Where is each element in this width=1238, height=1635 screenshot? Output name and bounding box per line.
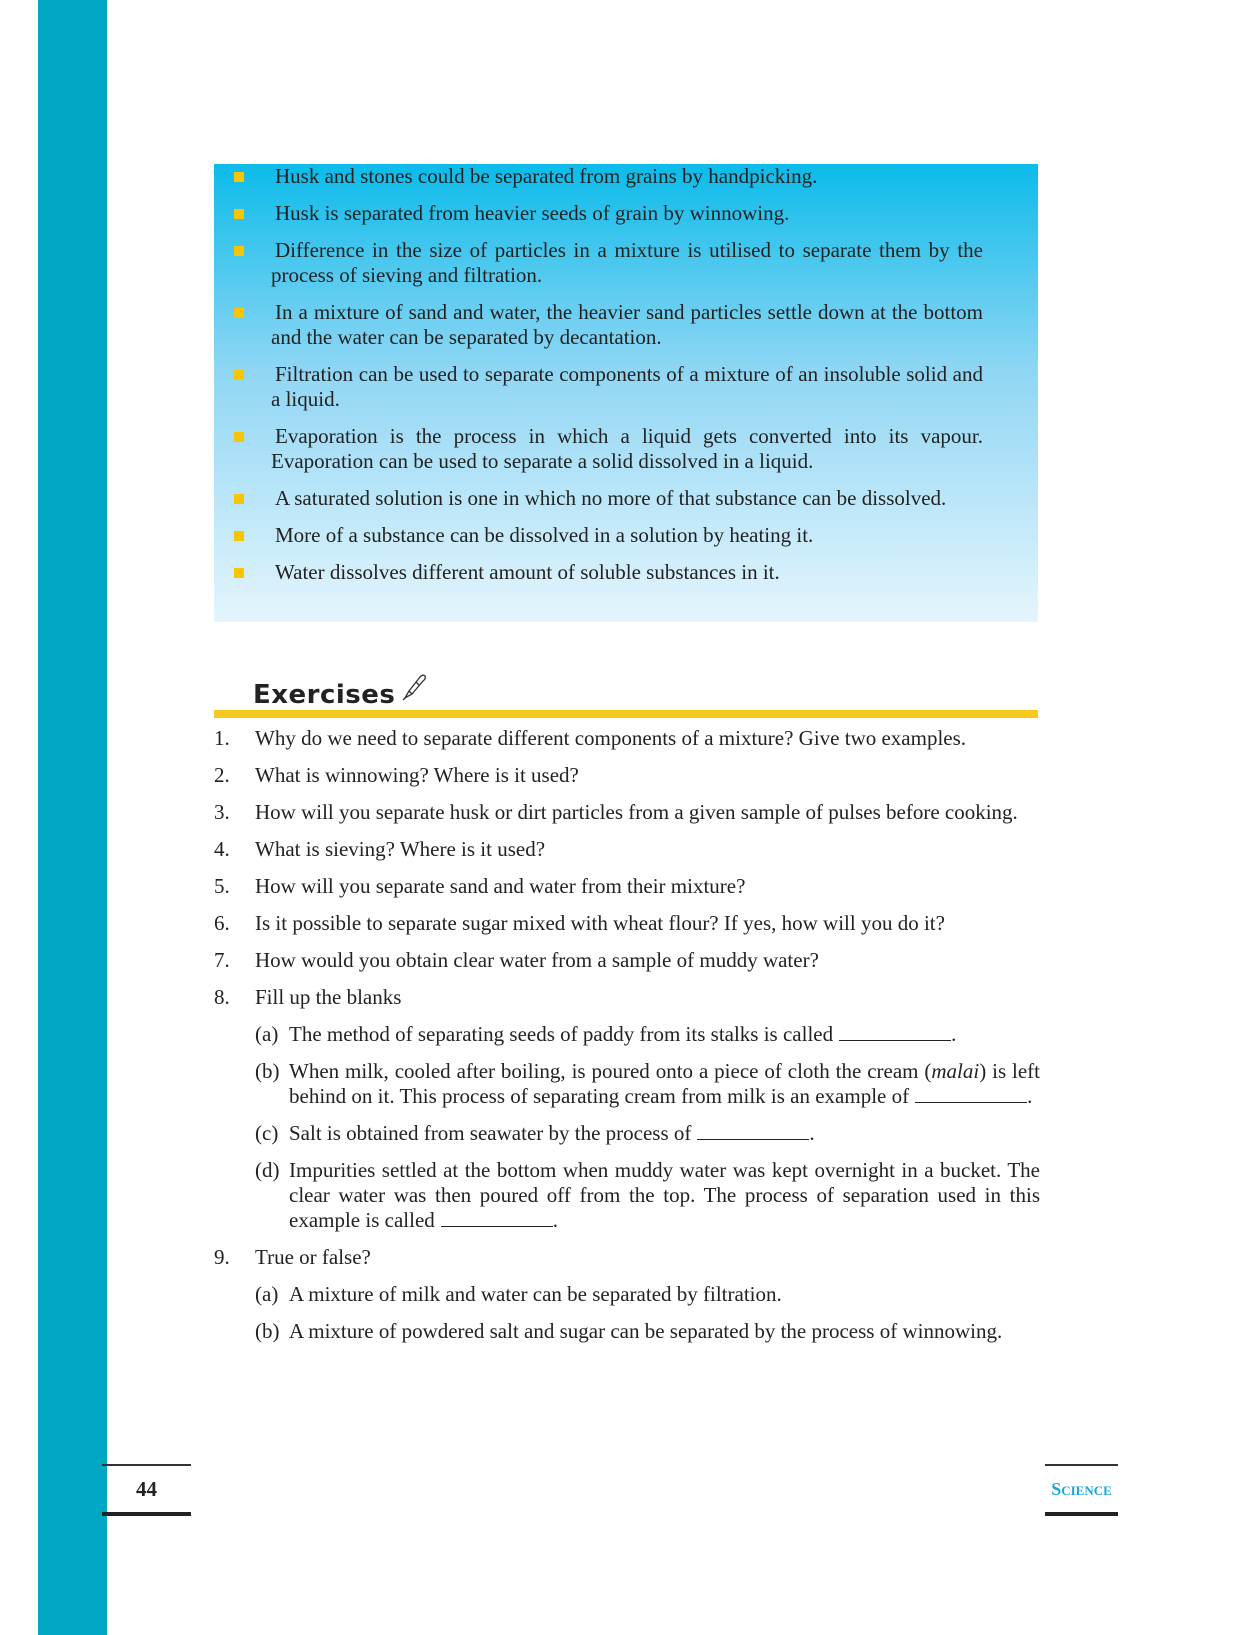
summary-text: More of a substance can be dissolved in a solution by heating it. [275, 523, 814, 547]
question-text: Fill up the blanks [255, 985, 402, 1009]
summary-item [214, 560, 983, 585]
square-bullet-icon [234, 494, 244, 504]
sub-text: A mixture of milk and water can be separated by filtration. [289, 1282, 782, 1306]
sub-text: Impurities settled at the bottom when muddy water was kept overnight in a bucket. The clear water was then poured off from the top. The process of separation used in this example is called [289, 1158, 1040, 1232]
sub-label: (b) [255, 1059, 280, 1083]
summary-text: In a mixture of sand and water, the heavier sand particles settle down at the bottom and the water can be separated by decantation. [271, 300, 983, 349]
answer-blank[interactable] [839, 1039, 951, 1041]
exercise-question [214, 726, 1040, 751]
exercise-question [214, 985, 1040, 1010]
sub-label: (a) [255, 1282, 279, 1306]
sub-text: ) is left behind on it. This process of separating cream from milk is an example of [289, 1059, 1041, 1108]
exercise-question [214, 874, 1040, 899]
answer-blank[interactable] [915, 1101, 1027, 1103]
question-text: What is sieving? Where is it used? [255, 837, 546, 861]
question-text: How would you obtain clear water from a sample of muddy water? [255, 948, 819, 972]
question-number: 2. [214, 763, 230, 787]
summary-item [214, 424, 983, 474]
answer-blank[interactable] [697, 1138, 809, 1140]
summary-text: Husk and stones could be separated from grains by handpicking. [275, 164, 818, 188]
summary-item [214, 238, 983, 288]
sub-question [214, 1319, 1040, 1344]
square-bullet-icon [234, 209, 244, 219]
question-text: How will you separate husk or dirt particles from a given sample of pulses before cooking. [255, 800, 1018, 824]
square-bullet-icon [234, 568, 244, 578]
summary-item [214, 300, 983, 350]
question-number: 3. [214, 800, 230, 824]
pen-icon [402, 673, 426, 701]
sub-text: When milk, cooled after boiling, is poured onto a piece of cloth the cream ( [289, 1059, 932, 1083]
sub-question [214, 1282, 1040, 1307]
question-number: 4. [214, 837, 230, 861]
question-text: Is it possible to separate sugar mixed with wheat flour? If yes, how will you do it? [255, 911, 945, 935]
exercise-question [214, 763, 1040, 788]
summary-text: A saturated solution is one in which no more of that substance can be dissolved. [275, 486, 947, 510]
sub-text: Salt is obtained from seawater by the process of [289, 1121, 692, 1145]
question-number: 8. [214, 985, 230, 1009]
summary-text: Filtration can be used to separate components of a mixture of an insoluble solid and a liquid. [271, 362, 983, 411]
sub-text: A mixture of powdered salt and sugar can be separated by the process of winnowing. [289, 1319, 1003, 1343]
exercise-question [214, 837, 1040, 862]
sub-label: (d) [255, 1158, 280, 1182]
exercise-question [214, 911, 1040, 936]
sub-text: The method of separating seeds of paddy from its stalks is called [289, 1022, 834, 1046]
summary-text: Water dissolves different amount of soluble substances in it. [275, 560, 780, 584]
question-number: 9. [214, 1245, 230, 1269]
question-number: 5. [214, 874, 230, 898]
subject-label: Science [1045, 1464, 1118, 1516]
sub-question: (d) Impurities settled at the bottom when muddy water was kept overnight in a bucket. The clear water was then poured off from the top. The process of separation used in this example is called . [255, 1158, 1040, 1232]
summary-list [214, 164, 983, 585]
question-text: How will you separate sand and water from their mixture? [255, 874, 746, 898]
sub-text-italic: malai [931, 1059, 980, 1083]
question-text: True or false? [255, 1245, 371, 1269]
exercises-list [214, 726, 1040, 1356]
sub-label: (c) [255, 1121, 279, 1145]
question-number: 7. [214, 948, 230, 972]
sub-label: (b) [255, 1319, 280, 1343]
exercise-question [214, 800, 1040, 825]
summary-box [214, 164, 1038, 622]
summary-text: Evaporation is the process in which a liquid gets converted into its vapour. Evaporation can be used to separate a solid dissolved in a liquid. [271, 424, 983, 473]
answer-blank[interactable] [441, 1225, 553, 1227]
page-edge-band [38, 0, 107, 1635]
square-bullet-icon [234, 172, 244, 182]
question-number: 6. [214, 911, 230, 935]
sub-question: (b) When milk, cooled after boiling, is poured onto a piece of cloth the cream (malai) is left behind on it. This process of separating cream from milk is an example of . [255, 1059, 1041, 1108]
exercise-question [214, 948, 1040, 973]
summary-item [214, 486, 983, 511]
exercises-heading: Exercises [253, 680, 396, 710]
square-bullet-icon [234, 432, 244, 442]
question-text: Why do we need to separate different components of a mixture? Give two examples. [255, 726, 967, 750]
exercises-divider [214, 710, 1038, 718]
square-bullet-icon [234, 308, 244, 318]
square-bullet-icon [234, 246, 244, 256]
page-number: 44 [102, 1464, 191, 1516]
square-bullet-icon [234, 370, 244, 380]
question-number: 1. [214, 726, 230, 750]
summary-item [214, 201, 983, 226]
summary-text: Husk is separated from heavier seeds of grain by winnowing. [275, 201, 790, 225]
summary-item [214, 362, 983, 412]
sub-label: (a) [255, 1022, 279, 1046]
square-bullet-icon [234, 531, 244, 541]
summary-item [214, 164, 983, 189]
summary-item [214, 523, 983, 548]
exercise-question [214, 1245, 1040, 1270]
summary-text: Difference in the size of particles in a mixture is utilised to separate them by the process of sieving and filtration. [271, 238, 983, 287]
question-text: What is winnowing? Where is it used? [255, 763, 579, 787]
sub-question: (a) The method of separating seeds of paddy from its stalks is called . [255, 1022, 957, 1046]
sub-question: (c) Salt is obtained from seawater by the process of . [255, 1121, 815, 1145]
